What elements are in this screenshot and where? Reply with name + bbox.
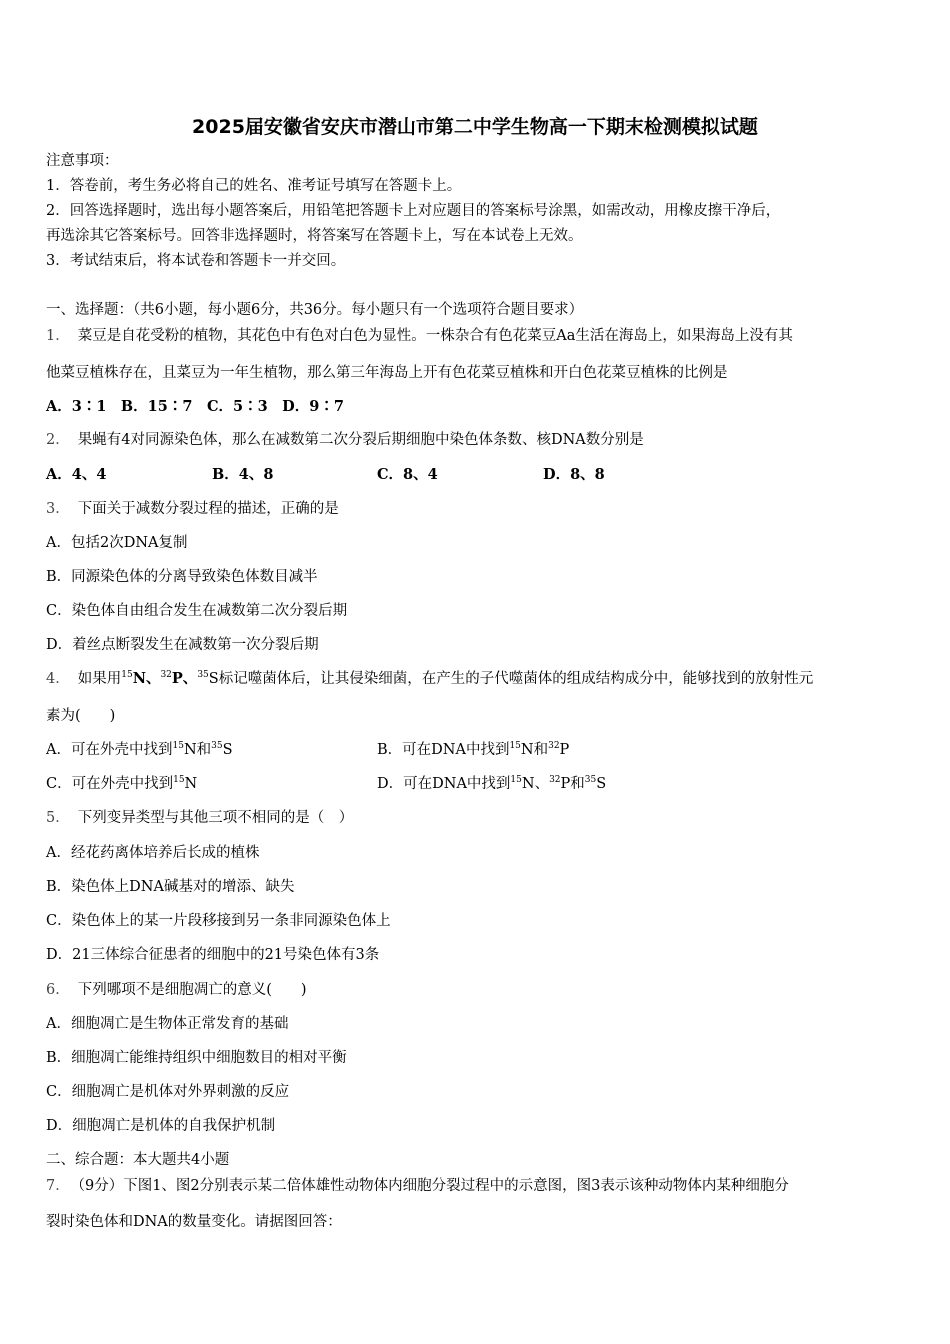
q4-option-d-end: S <box>596 776 607 792</box>
section1-heading: 一、选择题：（共6小题，每小题6分，共36分。每小题只有一个选项符合题目要求） <box>46 302 584 318</box>
q4-option-d-sup-35: 35 <box>584 775 597 786</box>
q4-option-c-end: N <box>184 776 198 792</box>
q4-option-b-sup-15: 15 <box>509 741 521 752</box>
q6-option-c: C．细胞凋亡是机体对外界刺激的反应 <box>46 1084 290 1100</box>
q4-option-a-mid: N和 <box>183 742 212 758</box>
q6-option-d: D．细胞凋亡是机体的自我保护机制 <box>46 1118 276 1134</box>
q6-stem <box>46 980 307 1000</box>
q1-number: 1． <box>46 328 70 344</box>
q5-stem <box>46 808 353 828</box>
q4-option-d-sup-32: 32 <box>549 775 561 786</box>
q3-stem-text: 下面关于减数分裂过程的描述，正确的是 <box>77 501 339 517</box>
q2-option-b: B．4、8 <box>212 466 274 483</box>
q4-stem-pre: 如果用 <box>77 671 122 687</box>
q5-option-c: C．染色体上的某一片段移接到另一条非同源染色体上 <box>46 913 391 929</box>
q3-number: 3． <box>46 501 70 517</box>
q4-option-b-sup-32: 32 <box>548 741 560 752</box>
q4-sup-35: 35 <box>197 670 209 681</box>
q4-option-d-sup-15: 15 <box>510 775 522 786</box>
q7-stem-cont: 裂时染色体和DNA的数量变化。请据图回答： <box>46 1214 342 1230</box>
q4-option-a <box>46 740 233 760</box>
q4-sup-15: 15 <box>121 670 133 681</box>
q2-option-a: A．4、4 <box>46 466 107 483</box>
q4-option-b-pre: B．可在DNA中找到 <box>377 742 510 758</box>
q4-stem-p: P、 <box>171 670 198 687</box>
q1-stem-text: 菜豆是自花受粉的植物，其花色中有色对白色为显性。一株杂合有色花菜豆Aa生活在海岛上，如果海岛上没有其 <box>77 328 793 344</box>
q7-stem <box>46 1176 789 1196</box>
q1-stem-cont: 他菜豆植株存在，且菜豆为一年生植物，那么第三年海岛上开有色花菜豆植株和开白色花菜豆植株的比例是 <box>46 365 728 381</box>
q2-option-d: D．8、8 <box>543 466 605 483</box>
q4-option-d-mid2: P和 <box>560 776 585 792</box>
q3-option-b: B．同源染色体的分离导致染色体数目减半 <box>46 569 318 585</box>
q4-option-a-sup-35: 35 <box>211 741 223 752</box>
q4-number: 4． <box>46 671 70 687</box>
section2-heading: 二、综合题：本大题共4小题 <box>46 1152 230 1168</box>
q4-option-a-sup-15: 15 <box>172 741 184 752</box>
notice-item-2: 2．回答选择题时，选出每小题答案后，用铅笔把答题卡上对应题目的答案标号涂黑，如需改动，用橡皮擦干净后， <box>46 203 781 219</box>
q4-option-a-pre: A．可在外壳中找到 <box>46 742 173 758</box>
q4-option-c <box>46 774 197 794</box>
q2-stem-text: 果蝇有4对同源染色体，那么在减数第二次分裂后期细胞中染色体条数、核DNA数分别是 <box>77 432 644 448</box>
notice-item-1: 1．答卷前，考生务必将自己的姓名、准考证号填写在答题卡上。 <box>46 178 462 194</box>
q4-option-b <box>377 740 569 760</box>
q3-option-d: D．着丝点断裂发生在减数第一次分裂后期 <box>46 637 319 653</box>
notice-item-2-cont: 再选涂其它答案标号。回答非选择题时，将答案写在答题卡上，写在本试卷上无效。 <box>46 228 583 244</box>
q3-option-a: A．包括2次DNA复制 <box>46 535 188 551</box>
q5-option-b: B．染色体上DNA碱基对的增添、缺失 <box>46 879 295 895</box>
q4-option-d-mid1: N、 <box>521 776 550 792</box>
q4-sup-32: 32 <box>160 670 172 681</box>
q4-option-a-end: S <box>222 742 233 758</box>
q4-option-b-mid: N和 <box>520 742 549 758</box>
q4-option-d <box>377 774 606 794</box>
q4-option-c-pre: C．可在外壳中找到 <box>46 776 174 792</box>
notice-heading: 注意事项： <box>46 153 119 169</box>
q2-option-c: C．8、4 <box>377 466 438 483</box>
page-title: 2025届安徽省安庆市潜山市第二中学生物高一下期末检测模拟试题 <box>192 116 758 138</box>
q5-stem-text: 下列变异类型与其他三项不相同的是（ ） <box>77 810 354 826</box>
q4-stem-rest: S标记噬菌体后，让其侵染细菌，在产生的子代噬菌体的组成结构成分中，能够找到的放射性元 <box>208 671 814 687</box>
q2-number: 2． <box>46 432 70 448</box>
q6-option-b: B．细胞凋亡能维持组织中细胞数目的相对平衡 <box>46 1050 347 1066</box>
q5-option-a: A．经花药离体培养后长成的植株 <box>46 845 260 861</box>
q4-stem-n: N、 <box>132 670 161 687</box>
q4-option-c-sup-15: 15 <box>173 775 185 786</box>
q7-number: 7． <box>46 1178 70 1194</box>
q2-stem <box>46 430 644 450</box>
q5-option-d: D．21三体综合征患者的细胞中的21号染色体有3条 <box>46 947 380 963</box>
q6-stem-text: 下列哪项不是细胞凋亡的意义( ) <box>77 982 307 998</box>
q5-number: 5． <box>46 810 70 826</box>
q4-stem <box>46 669 813 689</box>
q4-option-d-pre: D．可在DNA中找到 <box>377 776 511 792</box>
q4-option-b-end: P <box>559 742 570 758</box>
q3-stem <box>46 499 339 519</box>
q1-stem <box>46 326 793 346</box>
q7-stem-text: （9分）下图1、图2分别表示某二倍体雄性动物体内细胞分裂过程中的示意图，图3表示该种动物体内某种细胞分 <box>77 1178 789 1194</box>
q3-option-c: C．染色体自由组合发生在减数第二次分裂后期 <box>46 603 348 619</box>
q1-options: A．3∶1 B．15∶7 C．5∶3 D．9∶7 <box>46 398 344 415</box>
notice-item-3: 3．考试结束后，将本试卷和答题卡一并交回。 <box>46 253 346 269</box>
q6-number: 6． <box>46 982 70 998</box>
q6-option-a: A．细胞凋亡是生物体正常发育的基础 <box>46 1016 289 1032</box>
q4-stem-cont: 素为( ) <box>46 708 116 724</box>
